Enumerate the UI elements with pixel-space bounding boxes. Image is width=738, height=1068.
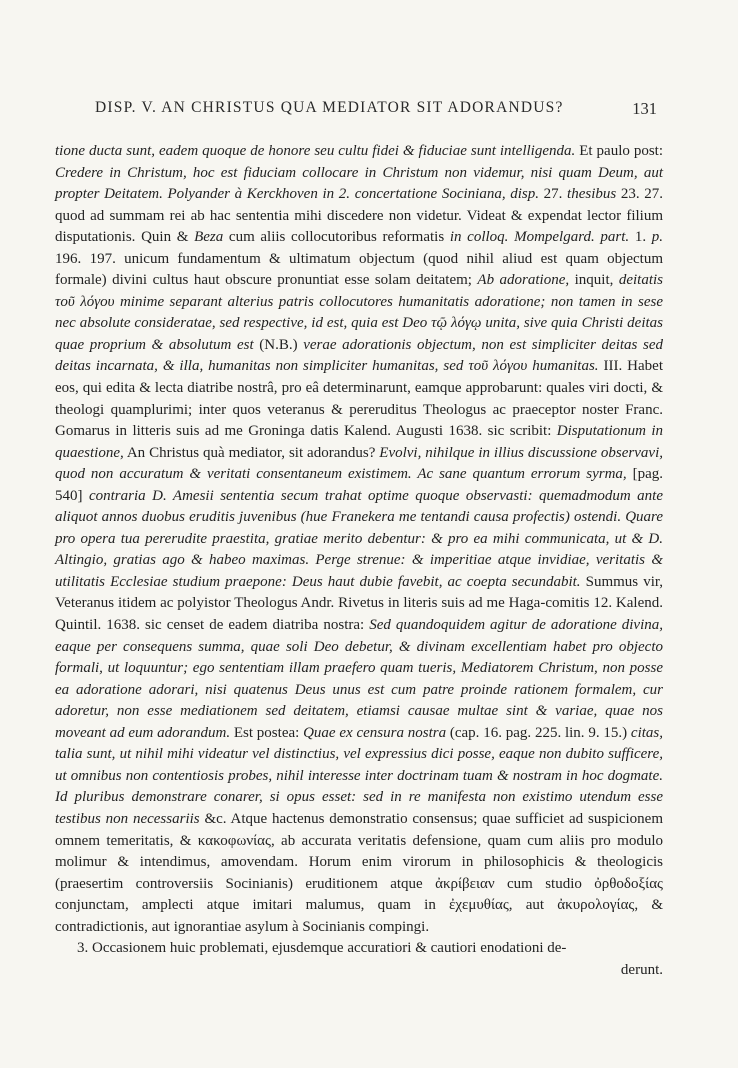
- roman-run: An Christus quà mediator, sit adorandus?: [123, 444, 380, 461]
- italic-run: deitatis τοῦ λόγου minime separant alterius patris collocutores humanitatis adoratione; non tamen in sese nec absolute consideratae, sed respective, id est, quia est Deo τῷ λόγῳ unita, sive quia Christi deitas quae proprium & absolutum est: [55, 272, 663, 353]
- italic-run: contraria D. Amesii sententia secum trahat optime quoque observasti: quemadmodum ante aliquot annos duobus eruditis juvenibus (hue Franekera me tentandi causa profectis) ostendi. Quare pro opera tua pererudite praestita, gratiae merito debentur: & pro ea mihi communicata, ut & D. Altingio, gratias ago & habeo maximas. Perge strenue: & imperitiae atque invidiae, veritatis & utilitatis Ecclesiae studium praepone: Deus haut dubie favebit, ac coepta secundabit.: [55, 487, 663, 590]
- roman-run: 23. 27. quod ad summam rei ab hac sententia mihi discedere non videtur. Videat & expendat lector filium disputationis. Quin &: [55, 186, 664, 246]
- roman-run: Et paulo post:: [575, 143, 664, 159]
- roman-run: Summus vir, Veteranus itidem ac polyistor Theologus Andr. Rivetus in literis suis ad me Haga-comitis 12. Kalend. Quintil. 1638. sic censet de eadem diatriba nostra:: [55, 573, 664, 634]
- body-text: [55, 141, 663, 981]
- roman-run: cum aliis collocutoribus reformatis: [223, 229, 450, 246]
- roman-run: inquit,: [569, 272, 619, 289]
- italic-run: Ab adoratione,: [477, 272, 570, 289]
- italic-run: in colloq. Mompelgard. part.: [449, 229, 630, 246]
- italic-run: verae adorationis objectum, non est simpliciter deitas sed deitas incarnata, & illa, humanitas non simpliciter humanitas, sed τοῦ λόγου humanitas.: [55, 336, 664, 375]
- running-header: [55, 97, 657, 123]
- paragraph-2-end: derunt.: [620, 961, 663, 978]
- paragraph-2: 3. Occasionem huic problemati, ejusdemque accuratiori & cautiori enodationi de-: [77, 940, 567, 957]
- roman-run: 27.: [538, 186, 568, 203]
- italic-run: Credere in Christum, hoc est fiduciam collocare in Christum non videmur, nisi quam Deum, aut propter Deitatem. Polyander à Kerckhoven in 2. concertatione Sociniana, disp.: [55, 164, 663, 203]
- roman-run: 1.: [629, 229, 652, 246]
- page-number: 131: [632, 99, 657, 118]
- roman-run: (N.B.): [253, 336, 304, 353]
- italic-run: Quae ex censura nostra: [303, 724, 447, 741]
- italic-run: p.: [651, 229, 664, 246]
- italic-run: thesibus: [567, 186, 617, 203]
- roman-run: III. Habet eos, qui edita & lecta diatribe nostrâ, pro eâ determinarunt, eamque approbarunt: quales viri docti, & theologi quamplurimi; inter quos veteranus & pereruditus Theologus ac praeceptor noster Franc. Gomarus in litteris suis ad me Groninga datis Kalend. Augusti 1638. sic scribit:: [55, 358, 663, 440]
- paragraph-1: [55, 141, 663, 938]
- italic-run: Beza: [194, 229, 224, 246]
- roman-run: (cap. 16. pag. 225. lin. 9. 15.): [446, 724, 631, 741]
- roman-run: Est postea:: [230, 724, 304, 741]
- italic-run: citas, talia sunt, ut nihil mihi videatur vel distinctius, vel expressius dici posse, eaque non dubito sufficere, ut omnibus non contentiosis probes, nihil interesse inter doctrinam tuam & nostram in hoc dogmate. Id pluribus demonstrare conarer, si opus esset: sed in re manifesta non existimo utendum esse testibus non necessariis: [55, 724, 664, 827]
- italic-run: Disputationum in quaestione,: [55, 423, 664, 461]
- italic-run: Evolvi, nihilque in illius discussione observavi, quod non accuratum & veritati consentaneum existimem. Ac sane quantum errorum syrma,: [55, 444, 663, 483]
- running-title: DISP. V. AN CHRISTUS QUA MEDIATOR SIT ADORANDUS?: [95, 99, 564, 116]
- italic-run: tione ducta sunt, eadem quoque de honore seu cultu fidei & fiduciae sunt intelligenda.: [55, 143, 576, 159]
- roman-run: 196. 197. unicum fundamentum & ultimatum objectum (quod nihil aliud est quam objectum formale) divini cultus haut obscure pronuntiat esse solam deitatem;: [55, 250, 663, 289]
- italic-run: Sed quandoquidem agitur de adoratione divina, eaque per consequens summa, quae soli Deo debetur, & divinam excellentiam habet pro objecto formali, ut loquuntur; ego sententiam illam praefero quam tueris, Mediatorem Christum, non posse ea adoratione adorari, nisi quatenus Deus unus est cum patre proinde rationem formalem, cur adoretur, non esse mediationem sed deitatem, etiamsi causae multae sint & variae, quae nos moveant ad eum adorandum.: [55, 617, 663, 741]
- roman-run: [pag. 540]: [55, 466, 663, 504]
- roman-run: &c. Atque hactenus demonstratio consensus; quae sufficiet ad suspicionem omnem temeritatis, & κακοφωνίας, ab accurata veritatis defensione, quam cum aliis pro modulo molimur & intendimus, amovendam. Horum enim virorum in philosophicis & theologicis (praesertim controversiis Socinianis) eruditionem atque ἀκρίβειαν cum studio ὀρθοδοξίας conjunctam, amplecti atque imitari malumus, quam in ἐχεμυθίας, aut ἀκυρολογίας, & contradictionis, aut ignorantiae asylum à Socinianis compingi.: [55, 810, 663, 935]
